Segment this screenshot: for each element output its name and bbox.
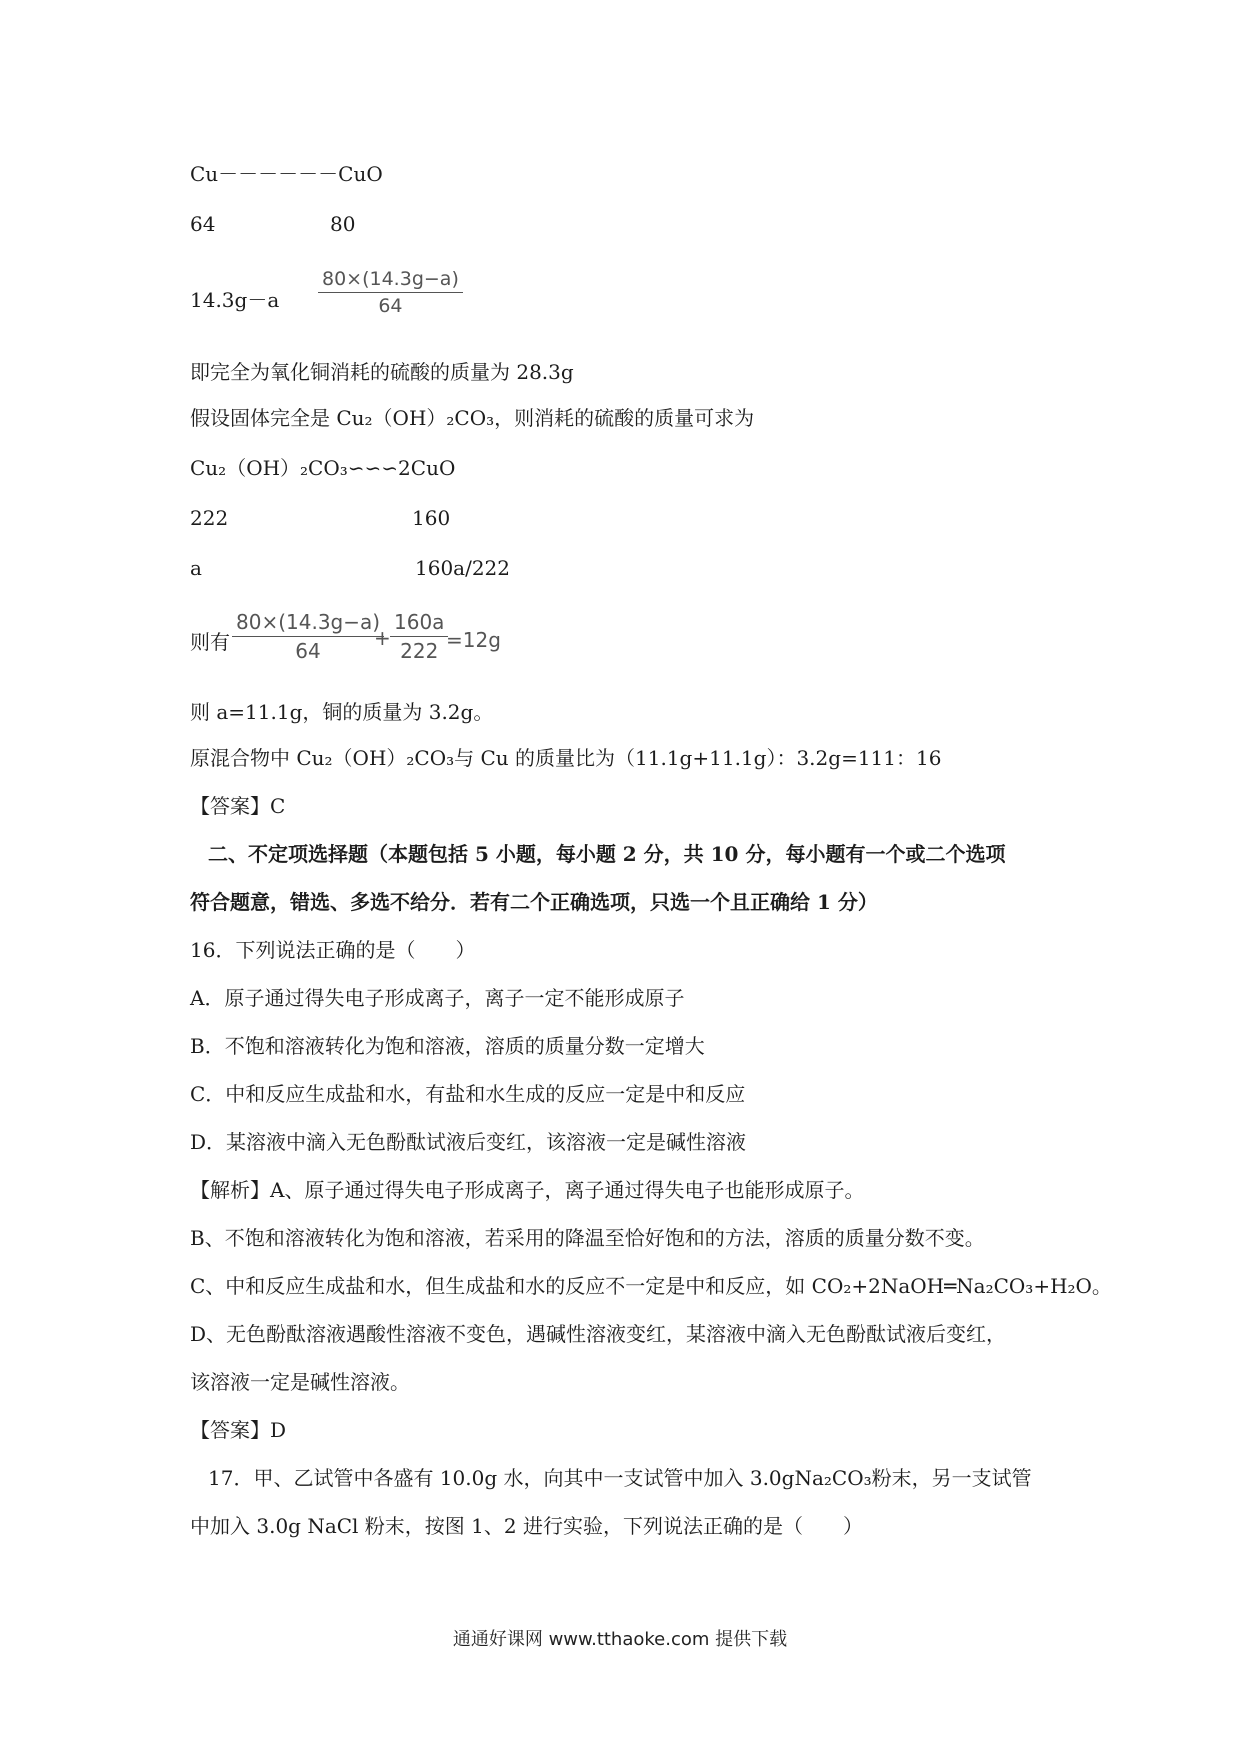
option-16-b: B．不饱和溶液转化为饱和溶液，溶质的质量分数一定增大 <box>190 1034 705 1058</box>
analysis-d-cont: 该溶液一定是碱性溶液。 <box>190 1370 410 1394</box>
option-16-d: D．某溶液中滴入无色酚酞试液后变红，该溶液一定是碱性溶液 <box>190 1130 747 1154</box>
analysis-d: D、无色酚酞溶液遇酸性溶液不变色，遇碱性溶液变红，某溶液中滴入无色酚酞试液后变红， <box>190 1322 1007 1346</box>
analysis-c: C、中和反应生成盐和水，但生成盐和水的反应不一定是中和反应，如 CO₂+2NaOH═Na₂CO₃+H₂O。 <box>190 1274 1112 1298</box>
line-a-value: 则 a=11.1g，铜的质量为 3.2g。 <box>190 700 494 724</box>
fraction-numerator: 80×(14.3g−a) <box>318 268 463 293</box>
equation-fraction-1-denominator: 64 <box>295 639 321 663</box>
equation-plus: + <box>374 626 391 650</box>
line-a: a <box>190 556 202 580</box>
line-222: 222 <box>190 506 229 530</box>
equation-fraction-2 <box>390 610 448 663</box>
answer-d: 【答案】D <box>190 1418 287 1442</box>
question-17: 17．甲、乙试管中各盛有 10.0g 水，向其中一支试管中加入 3.0gNa₂CO₃粉末，另一支试管 <box>208 1466 1032 1490</box>
line-basic-carbonate-cuo: Cu₂（OH）₂CO₃∽∽∽2CuO <box>190 456 456 480</box>
analysis-b: B、不饱和溶液转化为饱和溶液，若采用的降温至恰好饱和的方法，溶质的质量分数不变。 <box>190 1226 985 1250</box>
line-copper-oxide-acid: 即完全为氧化铜消耗的硫酸的质量为 28.3g <box>190 360 574 384</box>
line-160a-222: 160a/222 <box>415 556 511 580</box>
line-assume-solid: 假设固体完全是 Cu₂（OH）₂CO₃，则消耗的硫酸的质量可求为 <box>190 406 755 430</box>
question-16: 16．下列说法正确的是（ ） <box>190 938 476 962</box>
section-heading: 二、不定项选择题（本题包括 5 小题，每小题 2 分，共 10 分，每小题有一个或二个选项 <box>208 842 1006 866</box>
line-80: 80 <box>330 212 356 236</box>
option-16-a: A．原子通过得失电子形成离子，离子一定不能形成原子 <box>190 986 685 1010</box>
equation-fraction-1-numerator: 80×(14.3g−a) <box>232 610 384 637</box>
line-cu-cuo: Cu－－－－－－CuO <box>190 162 383 186</box>
line-14-3g: 14.3g－a <box>190 288 280 312</box>
fraction-denominator: 64 <box>378 295 403 317</box>
option-16-c: C．中和反应生成盐和水，有盐和水生成的反应一定是中和反应 <box>190 1082 746 1106</box>
answer-c: 【答案】C <box>190 794 286 818</box>
question-17-cont: 中加入 3.0g NaCl 粉末，按图 1、2 进行实验，下列说法正确的是（ ） <box>190 1514 863 1538</box>
line-mass-ratio: 原混合物中 Cu₂（OH）₂CO₃与 Cu 的质量比为（11.1g+11.1g）：3.2g=111：16 <box>190 746 942 770</box>
analysis-a: 【解析】A、原子通过得失电子形成离子，离子通过得失电子也能形成原子。 <box>190 1178 865 1202</box>
equation-fraction-2-denominator: 222 <box>400 639 439 663</box>
line-160: 160 <box>412 506 451 530</box>
equation-fraction-2-numerator: 160a <box>390 610 448 637</box>
fraction-copper-oxide <box>318 268 463 317</box>
page-footer: 通通好课网 www.tthaoke.com 提供下载 <box>452 1629 788 1650</box>
section-heading-cont: 符合题意，错选、多选不给分．若有二个正确选项，只选一个且正确给 1 分） <box>190 890 878 914</box>
equation-fraction-1 <box>232 610 384 663</box>
equation-rhs: =12g <box>446 628 501 652</box>
line-equation-prefix: 则有 <box>190 630 230 654</box>
line-64: 64 <box>190 212 216 236</box>
